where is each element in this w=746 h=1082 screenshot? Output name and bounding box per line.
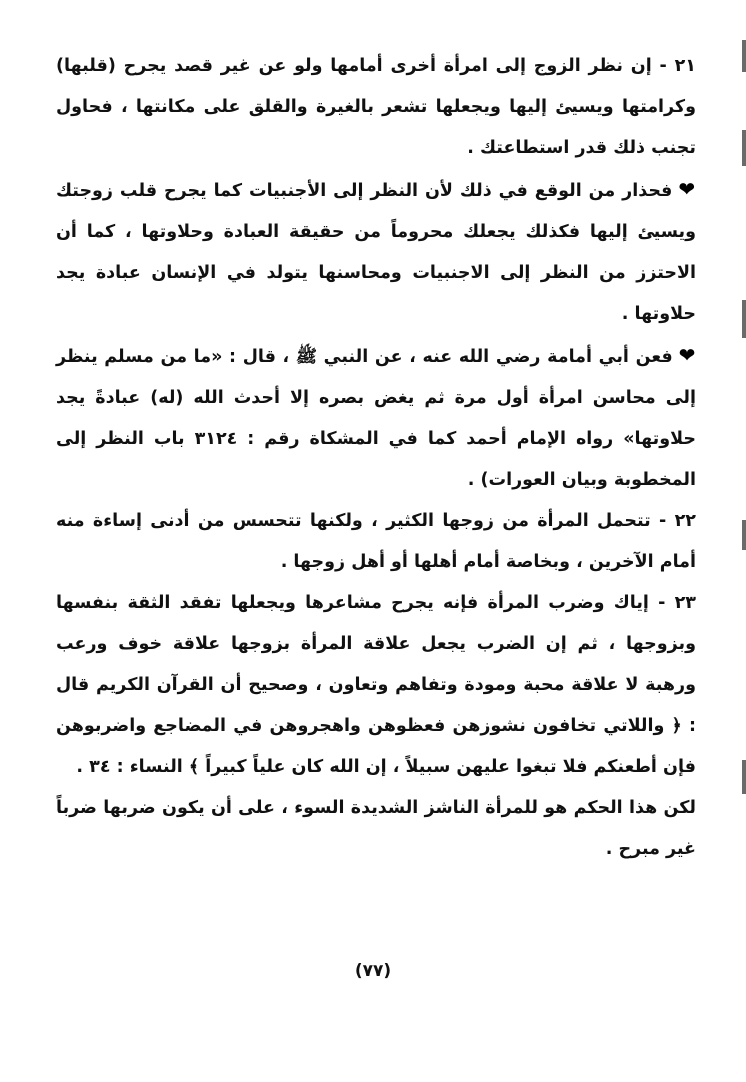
paragraph-21: ٢١ - إن نظر الزوج إلى امرأة أخرى أمامها ولو عن غير قصد يجرح (قلبها) وكرامتها ويسيئ إليها ويجعلها تشعر بالغيرة والقلق على مكانتها ، فحاول تجنب ذلك قدر استطاعتك . (56, 56, 696, 158)
paragraph-warning (56, 169, 696, 335)
paragraph-22: ٢٢ - تتحمل المرأة من زوجها الكثير ، ولكنها تتحسس من أدنى إساءة منه أمام الآخرين ، وبخاصة أمام أهلها أو أهل زوجها . (56, 511, 696, 572)
paragraph-hadith-text: فعن أبي أمامة رضي الله عنه ، عن النبي ﷺ ، قال : «ما من مسلم ينظر إلى محاسن امرأة أول مرة ثم يغض بصره إلا أحدث الله (له) عبادةً يجد حلاوتها» رواه الإمام أحمد كما في المشكاة رقم : ٣١٢٤ باب النظر إلى المخطوبة وبيان العورات) . (56, 347, 696, 490)
heart-icon: ❤ (678, 343, 696, 367)
scan-edge-mark (742, 300, 746, 338)
heart-icon: ❤ (678, 177, 696, 201)
scan-edge-mark (742, 130, 746, 166)
page-number: (٧٧) (354, 961, 392, 981)
scan-edge-mark (742, 520, 746, 550)
paragraph-conclusion: لكن هذا الحكم هو للمرأة الناشز الشديدة السوء ، على أن يكون ضربها ضرباً غير مبرح . (56, 798, 696, 859)
scan-edge-mark (742, 40, 746, 72)
paragraph-23: ٢٣ - إياك وضرب المرأة فإنه يجرح مشاعرها ويجعلها تفقد الثقة بنفسها وبزوجها ، ثم إن الضرب يجعل علاقة المرأة بزوجها علاقة خوف ورعب ورهبة لا علاقة محبة ومودة وتفاهم وتعاون ، وصحيح أن القرآن الكريم قال : ﴿ واللاتي تخافون نشوزهن فعظوهن واهجروهن في المضاجع واضربوهن فإن أطعنكم فلا تبغوا عليهن سبيلاً ، إن الله كان علياً كبيراً ﴾ النساء : ٣٤ . (56, 593, 696, 777)
scan-edge-mark (742, 760, 746, 794)
page-body (56, 46, 696, 870)
paragraph-hadith (56, 335, 696, 501)
paragraph-warning-text: فحذار من الوقع في ذلك لأن النظر إلى الأجنبيات كما يجرح قلب زوجتك ويسيئ إليها فكذلك يجعلك محروماً من حقيقة العبادة وحلاوتها ، كما أن الاحتزز من النظر إلى الاجنبيات ومحاسنها يتولد في الإنسان عبادة يجد حلاوتها . (56, 181, 696, 324)
